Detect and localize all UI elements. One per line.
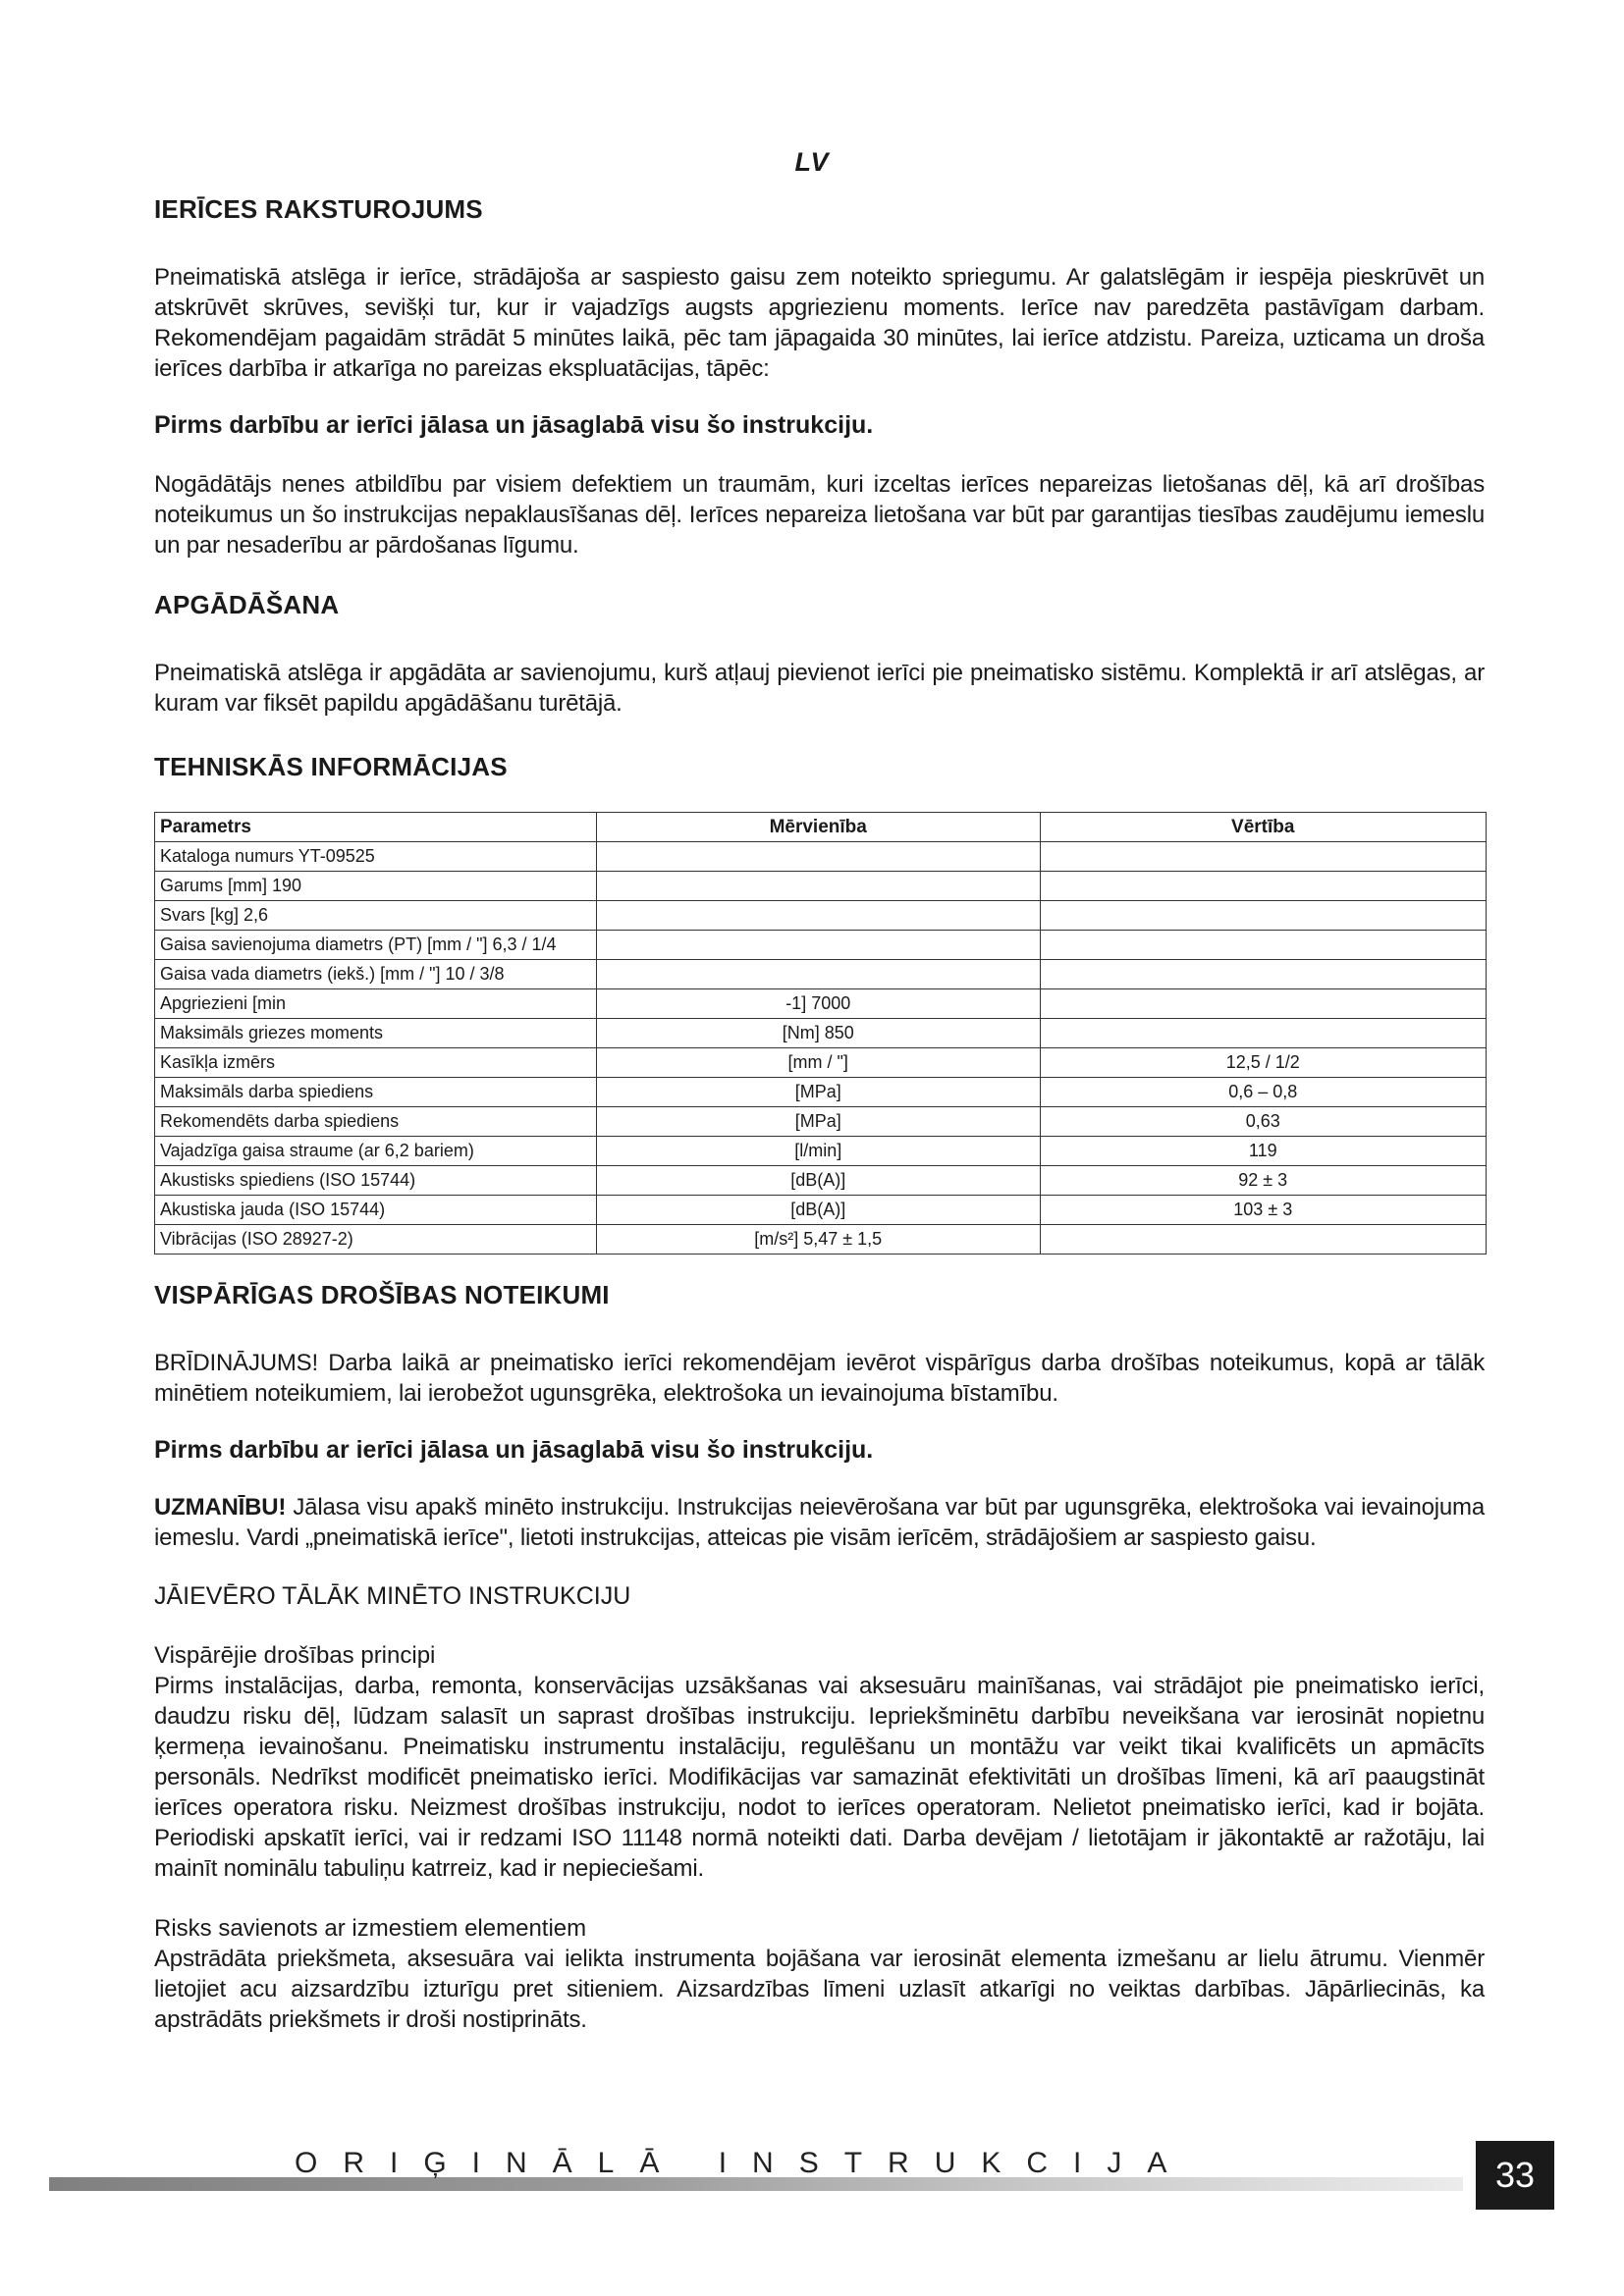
- cell-unit: [Nm] 850: [596, 1019, 1040, 1048]
- cell-unit: [MPa]: [596, 1078, 1040, 1107]
- table-row: [155, 901, 1487, 931]
- cell-value: [1040, 931, 1487, 960]
- ejected-elements-title: Risks savienots ar izmestiem elementiem: [154, 1915, 587, 1942]
- cell-value: [1040, 989, 1487, 1019]
- cell-parameter: Rekomendēts darba spiediens: [155, 1107, 597, 1137]
- cell-parameter: Maksimāls darba spiediens: [155, 1078, 597, 1107]
- table-row: [155, 1225, 1487, 1255]
- cell-value: [1040, 1225, 1487, 1255]
- section-heading-description: IERĪCES RAKSTUROJUMS: [154, 194, 483, 224]
- footer-original-instructions: ORIĢINĀLĀ INSTRUKCIJA: [295, 2147, 1193, 2179]
- cell-value: 12,5 / 1/2: [1040, 1048, 1487, 1078]
- cell-unit: [l/min]: [596, 1137, 1040, 1166]
- cell-unit: [dB(A)]: [596, 1166, 1040, 1196]
- document-body: [154, 194, 1485, 2062]
- section-heading-equipment: APGĀDĀŠANA: [154, 590, 340, 619]
- technical-data-table: [154, 812, 1487, 1255]
- page-number: 33: [1476, 2141, 1554, 2210]
- header-unit: Mērvienība: [596, 813, 1040, 842]
- general-safety-text: Pirms instalācijas, darba, remonta, konservācijas uzsākšanas vai aksesuāru mainīšanas, vai strādājot pie pneimatisko ierīci, daudzu risku dēļ, lūdzam salasīt un saprast drošības instrukciju. Iepriekšminētu darbību neveikšana var ierosināt nopietnu ķermeņa ievainošanu. Pneimatisku instrumentu instalāciju, regulēšanu un montāžu var veikt tikai kvalificēts un apmācīts personāls. Nedrīkst modificēt pneimatisko ierīci. Modifikācijas var samazināt efektivitāti un drošības līmeni, kā arī paaugstināt ierīces operatora risku. Neizmest drošības instrukciju, nodot to ierīces operatoram. Nelietot pneimatisko ierīci, kad ir bojāta. Periodiski apskatīt ierīci, vai ir redzami ISO 11148 normā noteikti dati. Darba devējam / lietotājam ir jākontaktē ar ražotāju, lai mainīt nominālu tabuliņu katrreiz, kad ir nepieciešami.: [154, 1673, 1485, 1882]
- cell-parameter: Svars [kg] 2,6: [155, 901, 597, 931]
- cell-value: [1040, 960, 1487, 989]
- liability-paragraph: Nogādātājs nenes atbildību par visiem defektiem un traumām, kuri izceltas ierīces nepareizas lietošanas dēļ, kā arī drošības noteikumus un šo instrukcijas nepaklausīšanas dēļ. Ierīces nepareiza lietošana var būt par garantijas tiesības zaudējumu iemeslu un par nesaderību ar pārdošanas līgumu.: [154, 471, 1485, 559]
- read-instructions-notice-2: Pirms darbību ar ierīci jālasa un jāsaglabā visu šo instrukciju.: [154, 1436, 874, 1464]
- table-row: [155, 960, 1487, 989]
- cell-unit: [dB(A)]: [596, 1196, 1040, 1225]
- cell-value: 0,6 – 0,8: [1040, 1078, 1487, 1107]
- cell-value: 0,63: [1040, 1107, 1487, 1137]
- attention-paragraph: [154, 1492, 1485, 1553]
- header-value: Vērtība: [1040, 813, 1487, 842]
- cell-value: 103 ± 3: [1040, 1196, 1487, 1225]
- table-row: [155, 1019, 1487, 1048]
- table-row: [155, 842, 1487, 872]
- cell-parameter: Akustisks spiediens (ISO 15744): [155, 1166, 597, 1196]
- cell-unit: [596, 842, 1040, 872]
- cell-unit: [mm / "]: [596, 1048, 1040, 1078]
- table-row: [155, 872, 1487, 901]
- cell-parameter: Akustiska jauda (ISO 15744): [155, 1196, 597, 1225]
- table-header-row: [155, 813, 1487, 842]
- table-row: [155, 1048, 1487, 1078]
- header-parameter: Parametrs: [155, 813, 597, 842]
- equipment-paragraph: Pneimatiskā atslēga ir apgādāta ar savienojumu, kurš atļauj pievienot ierīci pie pneimatisko sistēmu. Komplektā ir arī atslēgas, ar kuram var fiksēt papildu apgādāšanu turētājā.: [154, 660, 1485, 717]
- general-safety-title: Vispārējie drošības principi: [154, 1642, 436, 1669]
- cell-parameter: Vajadzīga gaisa straume (ar 6,2 bariem): [155, 1137, 597, 1166]
- cell-parameter: Gaisa vada diametrs (iekš.) [mm / "] 10 / 3/8: [155, 960, 597, 989]
- attention-label: UZMANĪBU!: [154, 1494, 287, 1521]
- cell-parameter: Kataloga numurs YT-09525: [155, 842, 597, 872]
- section-heading-safety: VISPĀRĪGAS DROŠĪBAS NOTEIKUMI: [154, 1280, 610, 1309]
- cell-value: [1040, 1019, 1487, 1048]
- description-paragraph: Pneimatiskā atslēga ir ierīce, strādājoša ar saspiesto gaisu zem noteikto spriegumu. Ar galatslēgām ir iespēja pieskrūvēt un atskrūvēt skrūves, sevišķi tur, kur ir vajadzīgs augsts apgriezienu moments. Ierīce nav paredzēta pastāvīgam darbam. Rekomendējam pagaidām strādāt 5 minūtes laikā, pēc tam jāpagaida 30 minūtes, lai ierīce atdzistu. Pareiza, uzticama un droša ierīces darbība ir atkarīga no pareizas ekspluatācijas, tāpēc:: [154, 264, 1485, 382]
- cell-parameter: Maksimāls griezes moments: [155, 1019, 597, 1048]
- cell-unit: [m/s²] 5,47 ± 1,5: [596, 1225, 1040, 1255]
- cell-unit: [596, 901, 1040, 931]
- table-row: [155, 989, 1487, 1019]
- cell-value: [1040, 872, 1487, 901]
- read-instructions-notice: Pirms darbību ar ierīci jālasa un jāsaglabā visu šo instrukciju.: [154, 411, 874, 439]
- language-code: LV: [794, 147, 830, 177]
- cell-value: [1040, 901, 1487, 931]
- section-heading-technical: TEHNISKĀS INFORMĀCIJAS: [154, 752, 508, 781]
- cell-unit: [596, 872, 1040, 901]
- cell-parameter: Vibrācijas (ISO 28927-2): [155, 1225, 597, 1255]
- technical-data-rows: [155, 842, 1487, 1255]
- ejected-elements-text: Apstrādāta priekšmeta, aksesuāra vai ielikta instrumenta bojāšana var ierosināt elementa izmešanu ar lielu ātrumu. Vienmēr lietojiet acu aizsardzību izturīgu pret sitieniem. Aizsardzības līmeni uzlasīt atkarīgi no veiktas darbības. Jāpārliecinās, ka apstrādāts priekšmets ir droši nostiprināts.: [154, 1946, 1485, 2033]
- table-row: [155, 1137, 1487, 1166]
- table-row: [155, 1107, 1487, 1137]
- cell-value: [1040, 842, 1487, 872]
- cell-parameter: Gaisa savienojuma diametrs (PT) [mm / "] 6,3 / 1/4: [155, 931, 597, 960]
- follow-instructions-heading: JĀIEVĒRO TĀLĀK MINĒTO INSTRUKCIJU: [154, 1582, 631, 1610]
- attention-text: Jālasa visu apakš minēto instrukciju. Instrukcijas neievērošana var būt par ugunsgrēka, elektrošoka vai ievainojuma iemeslu. Vardi „pneimatiskā ierīce", lietoti instrukcijas, atteicas pie visām ierīcēm, strādājošiem ar saspiesto gaisu.: [154, 1494, 1485, 1551]
- cell-unit: [MPa]: [596, 1107, 1040, 1137]
- cell-value: 119: [1040, 1137, 1487, 1166]
- table-row: [155, 931, 1487, 960]
- cell-unit: [596, 931, 1040, 960]
- cell-parameter: Kasīkļa izmērs: [155, 1048, 597, 1078]
- cell-unit: -1] 7000: [596, 989, 1040, 1019]
- table-row: [155, 1196, 1487, 1225]
- cell-parameter: Apgriezieni [min: [155, 989, 597, 1019]
- cell-unit: [596, 960, 1040, 989]
- warning-paragraph: BRĪDINĀJUMS! Darba laikā ar pneimatisko ierīci rekomendējam ievērot vispārīgus darba drošības noteikumus, kopā ar tālāk minētiem noteikumiem, lai ierobežot ugunsgrēka, elektrošoka un ievainojuma bīstamību.: [154, 1350, 1485, 1407]
- cell-parameter: Garums [mm] 190: [155, 872, 597, 901]
- cell-value: 92 ± 3: [1040, 1166, 1487, 1196]
- table-row: [155, 1166, 1487, 1196]
- table-row: [155, 1078, 1487, 1107]
